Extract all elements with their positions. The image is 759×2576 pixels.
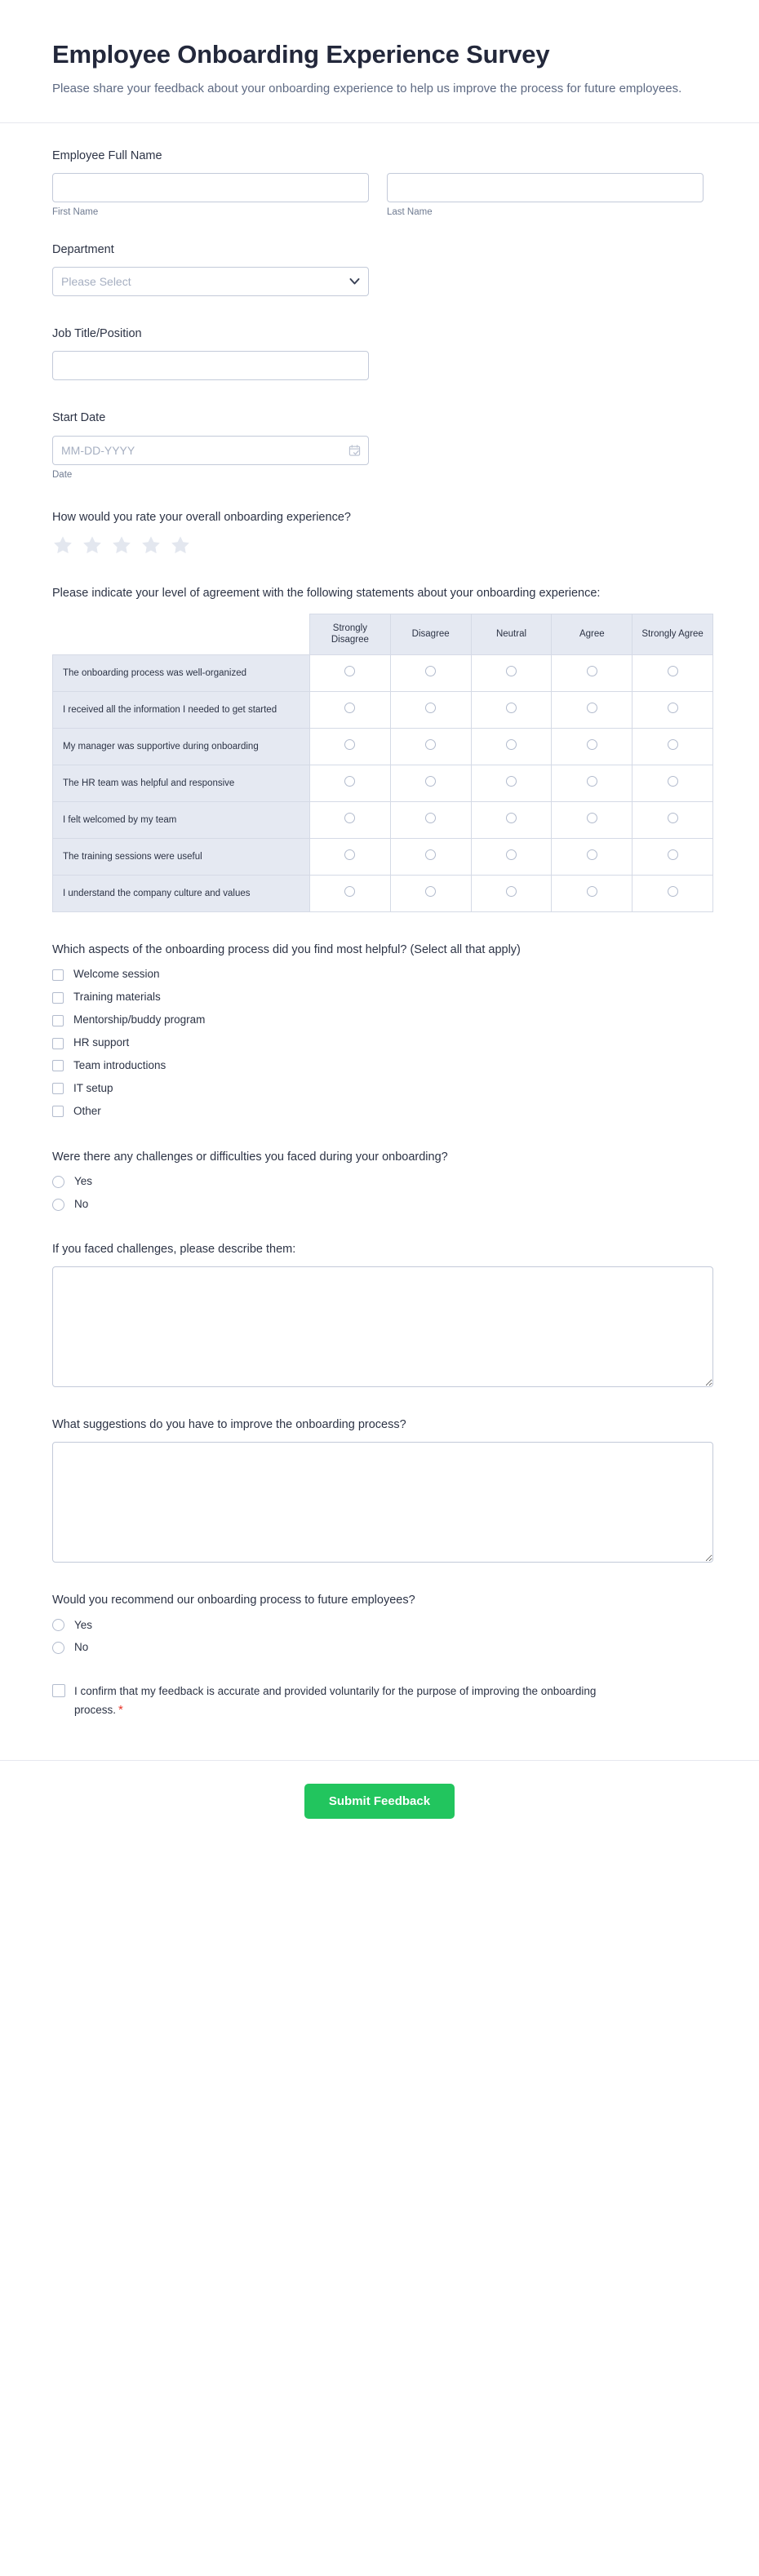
- matrix-column-header: Neutral: [471, 614, 552, 655]
- matrix-cell[interactable]: [390, 839, 471, 876]
- matrix-radio[interactable]: [425, 666, 436, 676]
- matrix-radio[interactable]: [506, 666, 517, 676]
- matrix-column-header: Strongly Agree: [632, 614, 713, 655]
- table-row: [53, 839, 713, 876]
- first-name-input[interactable]: [52, 173, 369, 202]
- table-row: [53, 729, 713, 765]
- page-title: Employee Onboarding Experience Survey: [52, 40, 550, 69]
- field-department: [52, 242, 707, 296]
- consent-text: I confirm that my feedback is accurate and provided voluntarily for the purpose of improving the onboarding process.: [74, 1685, 597, 1717]
- matrix-cell[interactable]: [471, 692, 552, 729]
- label-job-title: Job Title/Position: [52, 327, 142, 341]
- matrix-radio[interactable]: [425, 849, 436, 860]
- table-row: [53, 802, 713, 839]
- form-footer: [0, 1760, 759, 1851]
- table-row: [53, 655, 713, 692]
- matrix-cell[interactable]: [310, 655, 391, 692]
- challenges-options: [52, 1174, 707, 1213]
- matrix-cell[interactable]: [390, 729, 471, 765]
- option-label: Other: [73, 1104, 101, 1117]
- matrix-radio[interactable]: [425, 813, 436, 823]
- checkbox-option-training-materials[interactable]: [52, 990, 707, 1005]
- matrix-cell[interactable]: [471, 765, 552, 802]
- matrix-cell[interactable]: [390, 765, 471, 802]
- page-subtitle: Please share your feedback about your onboarding experience to help us improve the process for future employees.: [52, 82, 682, 96]
- label-overall-rating: How would you rate your overall onboarding experience?: [52, 510, 351, 524]
- matrix-radio[interactable]: [506, 739, 517, 750]
- matrix-radio[interactable]: [587, 739, 597, 750]
- required-asterisk: *: [118, 1703, 123, 1718]
- matrix-cell[interactable]: [632, 692, 713, 729]
- option-label: Mentorship/buddy program: [73, 1013, 206, 1026]
- last-name-sub-label: Last Name: [387, 207, 433, 218]
- matrix-cell[interactable]: [471, 655, 552, 692]
- matrix-cell[interactable]: [552, 802, 632, 839]
- start-date-input[interactable]: [52, 436, 369, 465]
- label-challenges: Were there any challenges or difficulties you faced during your onboarding?: [52, 1150, 448, 1164]
- start-date-wrap: [52, 436, 369, 465]
- matrix-column-header: Agree: [552, 614, 632, 655]
- suggestions-textarea[interactable]: [52, 1442, 713, 1563]
- matrix-column-header: Disagree: [390, 614, 471, 655]
- matrix-cell[interactable]: [390, 655, 471, 692]
- matrix-body: [53, 655, 713, 912]
- matrix-radio[interactable]: [344, 813, 355, 823]
- matrix-radio[interactable]: [587, 886, 597, 897]
- matrix-cell[interactable]: [310, 876, 391, 912]
- table-row: [53, 765, 713, 802]
- recommend-options: [52, 1618, 707, 1656]
- matrix-cell[interactable]: [471, 876, 552, 912]
- checkbox-option-welcome-session[interactable]: [52, 967, 707, 982]
- matrix-radio[interactable]: [668, 849, 678, 860]
- matrix-radio[interactable]: [344, 776, 355, 787]
- label-helpful-aspects: Which aspects of the onboarding process did you find most helpful? (Select all that apply): [52, 943, 521, 957]
- matrix-radio[interactable]: [668, 813, 678, 823]
- matrix-radio[interactable]: [425, 703, 436, 713]
- field-job-title: [52, 326, 707, 380]
- matrix-cell[interactable]: [310, 692, 391, 729]
- matrix-row-label: The HR team was helpful and responsive: [53, 765, 310, 802]
- matrix-radio[interactable]: [425, 776, 436, 787]
- option-label: Yes: [74, 1174, 93, 1187]
- field-recommend: [52, 1592, 707, 1656]
- matrix-row-label: I received all the information I needed to get started: [53, 692, 310, 729]
- checkbox-option-hr-support[interactable]: [52, 1035, 707, 1051]
- matrix-cell[interactable]: [632, 729, 713, 765]
- matrix-radio[interactable]: [425, 739, 436, 750]
- matrix-cell[interactable]: [390, 876, 471, 912]
- matrix-radio[interactable]: [506, 813, 517, 823]
- matrix-radio[interactable]: [506, 776, 517, 787]
- matrix-cell[interactable]: [310, 765, 391, 802]
- field-agreement-matrix: [52, 585, 707, 913]
- checkbox-icon[interactable]: [52, 992, 64, 1004]
- option-label: No: [74, 1197, 89, 1210]
- option-label: IT setup: [73, 1081, 113, 1094]
- matrix-cell[interactable]: [632, 802, 713, 839]
- star-icon[interactable]: [111, 534, 132, 556]
- start-date-sub-label: Date: [52, 469, 73, 480]
- consent-checkbox-icon[interactable]: [52, 1684, 65, 1697]
- matrix-radio[interactable]: [344, 849, 355, 860]
- field-suggestions: [52, 1417, 707, 1563]
- consent-label: [74, 1683, 624, 1719]
- label-department: Department: [52, 243, 114, 257]
- checkbox-icon[interactable]: [52, 1038, 64, 1049]
- radio-icon[interactable]: [52, 1176, 64, 1188]
- checkbox-icon[interactable]: [52, 1083, 64, 1094]
- matrix-radio[interactable]: [344, 886, 355, 897]
- matrix-radio[interactable]: [344, 739, 355, 750]
- matrix-radio[interactable]: [587, 703, 597, 713]
- form-body: [0, 123, 759, 1742]
- form-header: [0, 0, 759, 123]
- matrix-radio[interactable]: [668, 886, 678, 897]
- matrix-row-label: My manager was supportive during onboarding: [53, 729, 310, 765]
- matrix-cell[interactable]: [552, 765, 632, 802]
- matrix-radio[interactable]: [587, 776, 597, 787]
- matrix-radio[interactable]: [587, 849, 597, 860]
- radio-option-challenges-no[interactable]: [52, 1197, 707, 1213]
- matrix-radio[interactable]: [344, 703, 355, 713]
- radio-icon[interactable]: [52, 1619, 64, 1631]
- matrix-cell[interactable]: [632, 876, 713, 912]
- matrix-cell[interactable]: [471, 729, 552, 765]
- label-employee-full-name: Employee Full Name: [52, 149, 162, 163]
- first-name-group: [52, 173, 369, 217]
- radio-option-recommend-yes[interactable]: [52, 1618, 707, 1634]
- field-challenges: [52, 1149, 707, 1213]
- challenges-description-textarea[interactable]: [52, 1266, 713, 1387]
- department-select[interactable]: Please Select: [52, 267, 369, 296]
- label-start-date: Start Date: [52, 411, 106, 425]
- matrix-corner-cell: [53, 614, 310, 655]
- label-challenges-description: If you faced challenges, please describe them:: [52, 1243, 296, 1257]
- star-icon[interactable]: [140, 534, 162, 556]
- matrix-column-header: Strongly Disagree: [310, 614, 391, 655]
- matrix-radio[interactable]: [506, 886, 517, 897]
- table-row: [53, 876, 713, 912]
- matrix-cell[interactable]: [310, 729, 391, 765]
- matrix-radio[interactable]: [668, 666, 678, 676]
- checkbox-icon[interactable]: [52, 969, 64, 981]
- name-inputs-row: [52, 173, 707, 217]
- matrix-radio[interactable]: [425, 886, 436, 897]
- matrix-cell[interactable]: [552, 876, 632, 912]
- matrix-header-row: [53, 614, 713, 655]
- star-icon[interactable]: [82, 534, 103, 556]
- option-label: Yes: [74, 1618, 93, 1631]
- helpful-aspects-options: [52, 967, 707, 1119]
- checkbox-option-mentorship-buddy-program[interactable]: [52, 1013, 707, 1028]
- last-name-group: [387, 173, 704, 217]
- star-icon[interactable]: [170, 534, 191, 556]
- field-challenges-description: [52, 1241, 707, 1387]
- radio-icon[interactable]: [52, 1199, 64, 1211]
- matrix-row-label: I felt welcomed by my team: [53, 802, 310, 839]
- matrix-cell[interactable]: [471, 839, 552, 876]
- matrix-row-label: The training sessions were useful: [53, 839, 310, 876]
- matrix-cell[interactable]: [310, 839, 391, 876]
- label-suggestions: What suggestions do you have to improve the onboarding process?: [52, 1418, 406, 1432]
- matrix-cell[interactable]: [310, 802, 391, 839]
- checkbox-icon[interactable]: [52, 1060, 64, 1071]
- matrix-cell[interactable]: [390, 802, 471, 839]
- matrix-row-label: The onboarding process was well-organized: [53, 655, 310, 692]
- matrix-radio[interactable]: [587, 813, 597, 823]
- radio-option-recommend-no[interactable]: [52, 1640, 707, 1656]
- star-rating-group[interactable]: [52, 534, 707, 556]
- checkbox-option-team-introductions[interactable]: [52, 1058, 707, 1074]
- checkbox-icon[interactable]: [52, 1106, 64, 1117]
- radio-option-challenges-yes[interactable]: [52, 1174, 707, 1190]
- matrix-cell[interactable]: [471, 802, 552, 839]
- matrix-header: [53, 614, 713, 655]
- matrix-radio[interactable]: [668, 703, 678, 713]
- job-title-input[interactable]: [52, 351, 369, 380]
- last-name-input[interactable]: [387, 173, 704, 202]
- matrix-row-label: I understand the company culture and values: [53, 876, 310, 912]
- matrix-cell[interactable]: [632, 655, 713, 692]
- submit-feedback-button[interactable]: Submit Feedback: [304, 1784, 455, 1819]
- field-overall-rating: [52, 509, 707, 556]
- agreement-matrix-table: [52, 614, 713, 913]
- matrix-cell[interactable]: [632, 839, 713, 876]
- matrix-radio[interactable]: [344, 666, 355, 676]
- matrix-cell[interactable]: [552, 692, 632, 729]
- star-icon[interactable]: [52, 534, 73, 556]
- option-label: HR support: [73, 1036, 130, 1049]
- field-helpful-aspects: [52, 942, 707, 1119]
- consent-row[interactable]: [52, 1683, 624, 1719]
- matrix-radio[interactable]: [587, 666, 597, 676]
- matrix-cell[interactable]: [632, 765, 713, 802]
- department-select-wrap: [52, 267, 369, 296]
- option-label: Training materials: [73, 991, 161, 1004]
- field-employee-full-name: [52, 148, 707, 217]
- label-recommend: Would you recommend our onboarding process to future employees?: [52, 1594, 415, 1607]
- checkbox-option-it-setup[interactable]: [52, 1081, 707, 1097]
- matrix-radio[interactable]: [668, 739, 678, 750]
- checkbox-option-other[interactable]: [52, 1104, 707, 1120]
- field-start-date: [52, 410, 707, 479]
- matrix-radio[interactable]: [506, 703, 517, 713]
- option-label: Team introductions: [73, 1058, 166, 1071]
- matrix-radio[interactable]: [668, 776, 678, 787]
- matrix-cell[interactable]: [552, 729, 632, 765]
- matrix-cell[interactable]: [390, 692, 471, 729]
- matrix-radio[interactable]: [506, 849, 517, 860]
- option-label: Welcome session: [73, 968, 160, 981]
- option-label: No: [74, 1641, 89, 1654]
- label-agreement-matrix: Please indicate your level of agreement with the following statements about your onboarding experience:: [52, 586, 601, 600]
- matrix-cell[interactable]: [552, 655, 632, 692]
- first-name-sub-label: First Name: [52, 207, 99, 218]
- radio-icon[interactable]: [52, 1642, 64, 1654]
- matrix-cell[interactable]: [552, 839, 632, 876]
- checkbox-icon[interactable]: [52, 1015, 64, 1026]
- table-row: [53, 692, 713, 729]
